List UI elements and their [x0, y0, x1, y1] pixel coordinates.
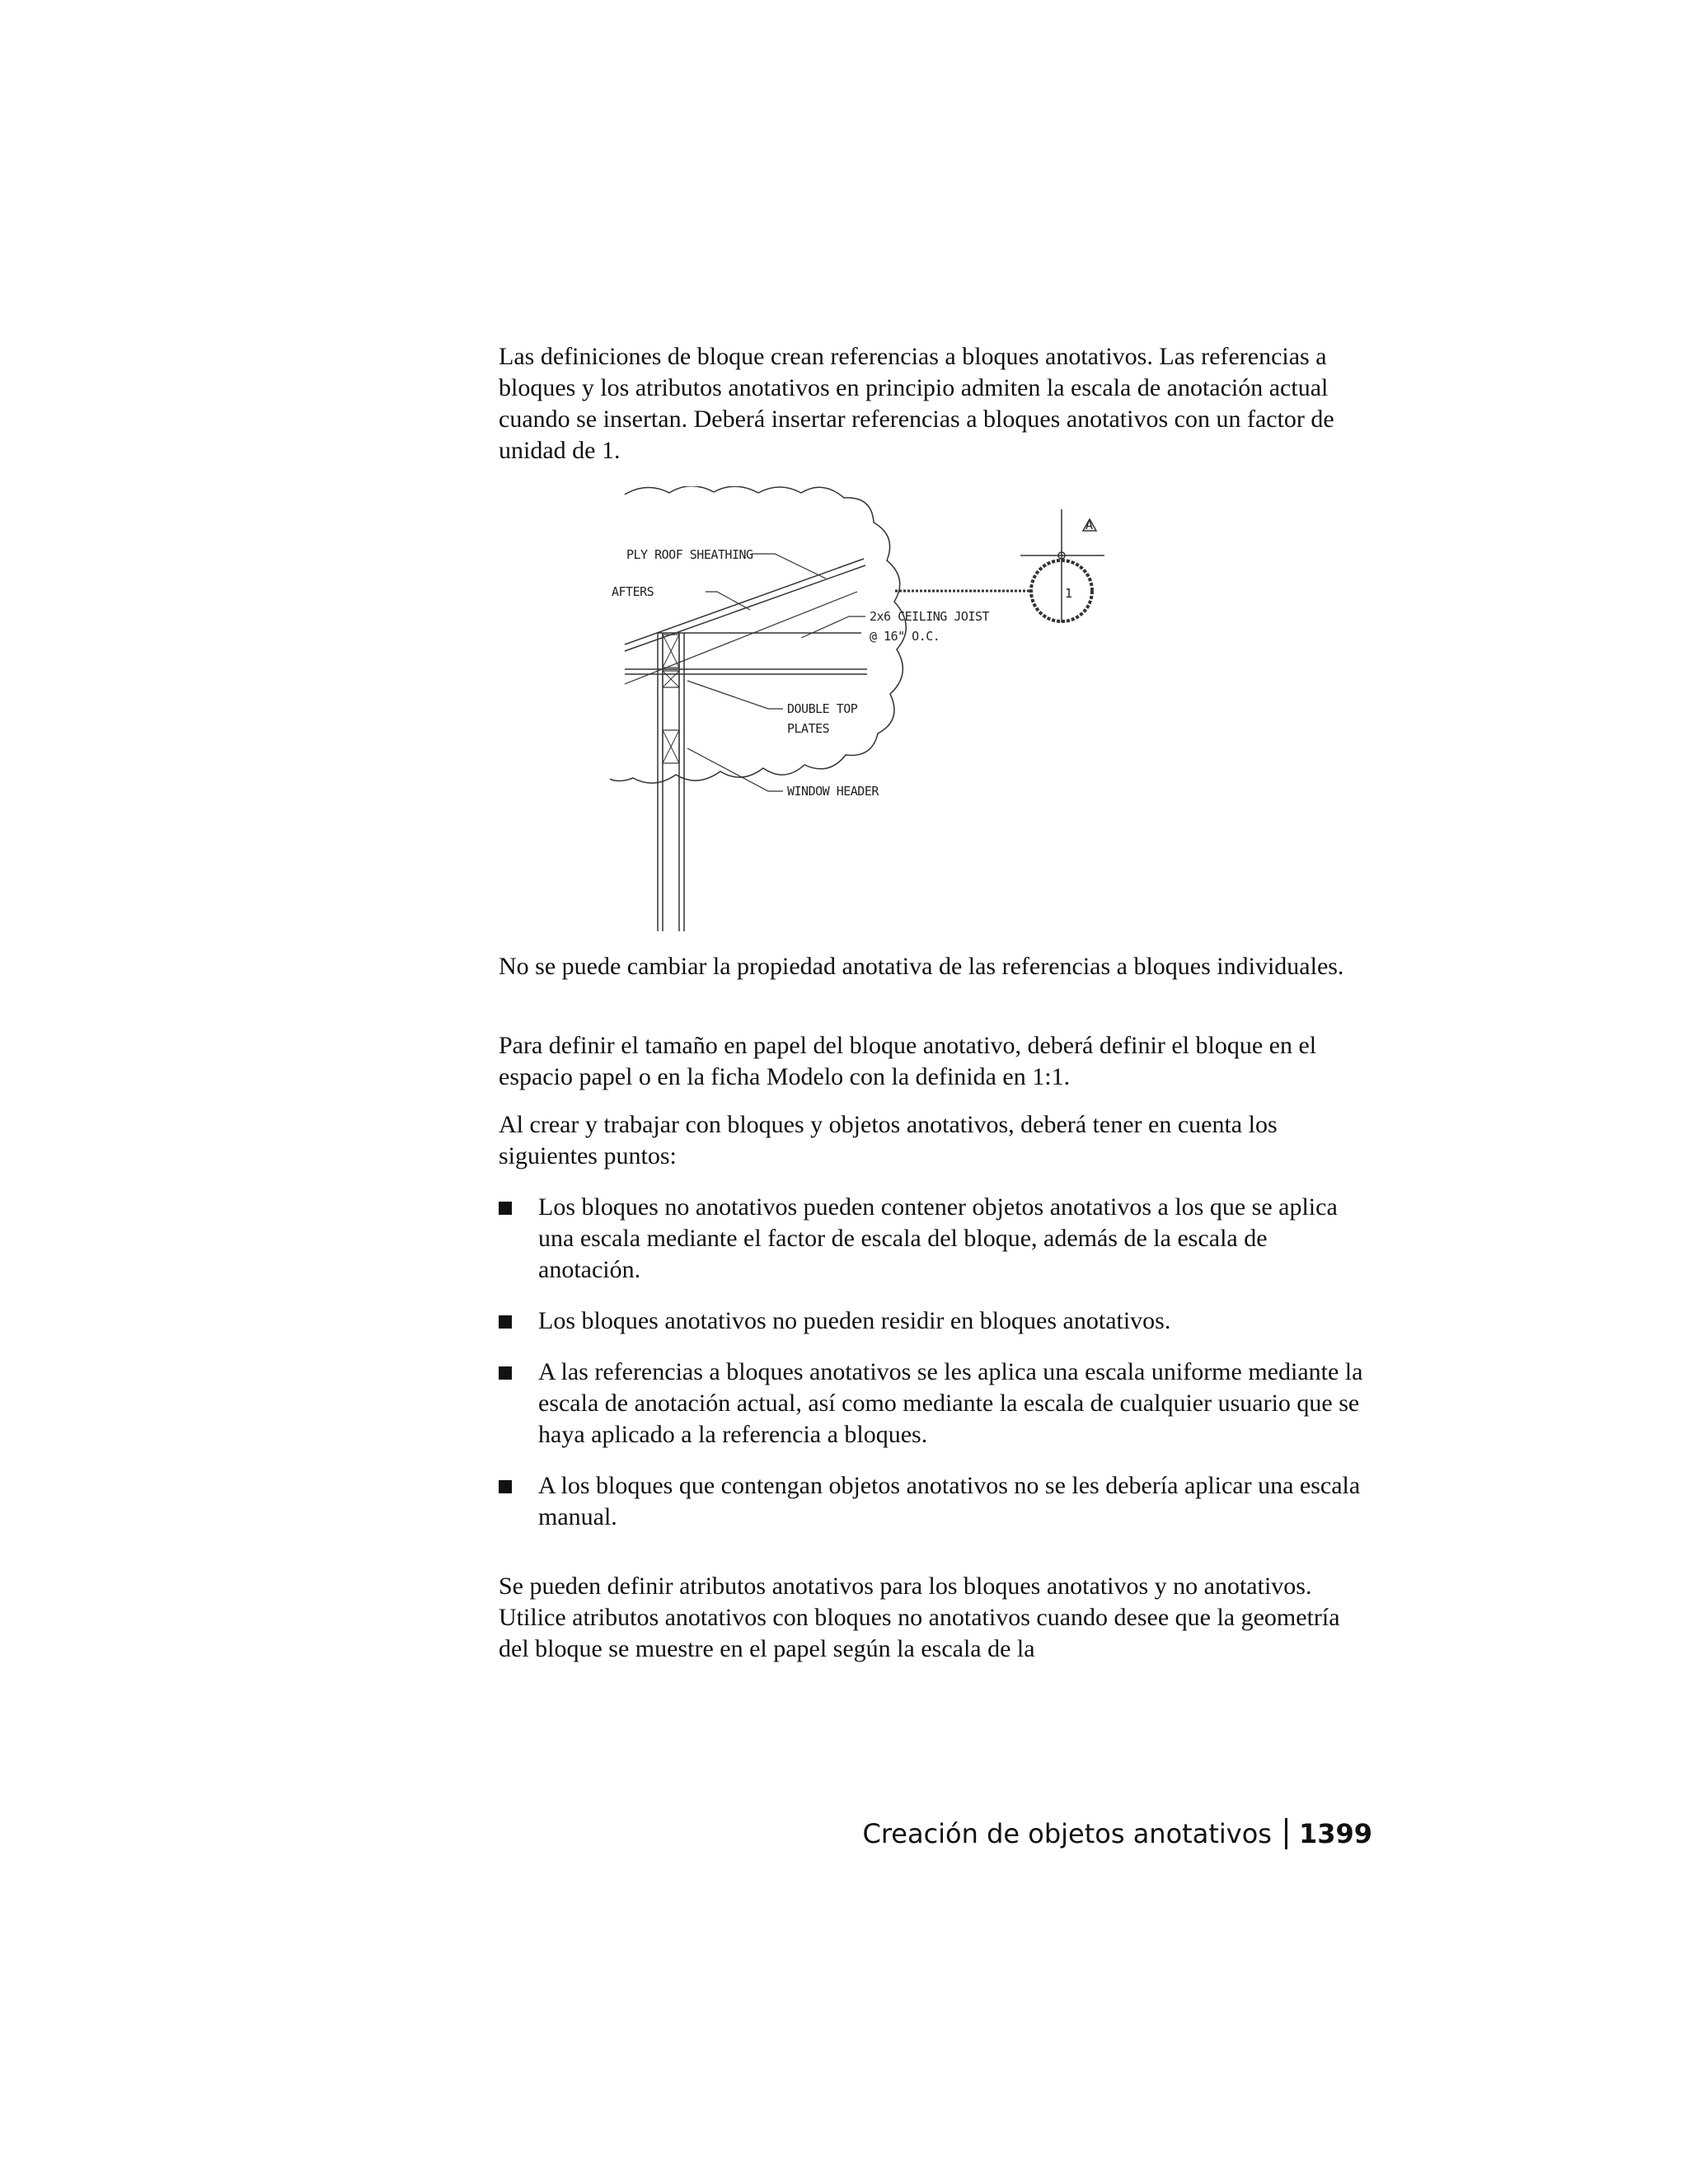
bullet-square-icon [499, 1202, 512, 1215]
bullet-item [499, 1357, 1372, 1451]
bullet-text: Los bloques no anotativos pueden contener objetos anotativos a los que se aplica una escala mediante el factor de escala del bloque, además de la escala de anotación. [538, 1193, 1338, 1283]
page-number: 1399 [1298, 1818, 1372, 1849]
bullet-text: Los bloques anotativos no pueden residir en bloques anotativos. [538, 1307, 1171, 1334]
paragraph-note: No se puede cambiar la propiedad anotativa de las referencias a bloques individuales. [499, 953, 1344, 980]
paragraph-points-intro: Al crear y trabajar con bloques y objetos anotativos, deberá tener en cuenta los siguientes puntos: [499, 1111, 1278, 1169]
footer-title: Creación de objetos anotativos [862, 1818, 1272, 1849]
callout-tag-letter: A [1085, 518, 1093, 532]
bullet-text: A los bloques que contengan objetos anotativos no se les debería aplicar una escala manual. [538, 1472, 1361, 1530]
callout-tag-number: 1 [1065, 586, 1072, 601]
label-plates-line2: PLATES [787, 721, 830, 736]
footer-separator [1285, 1818, 1287, 1849]
revision-cloud-figure [610, 486, 1253, 931]
paragraph-attributes: Se pueden definir atributos anotativos para los bloques anotativos y no anotativos. Utilice atributos anotativos con bloques no anotativos cuando desee que la geometría del bloque se muestre en el papel según la escala de la [499, 1572, 1340, 1662]
label-sheathing: PLY ROOF SHEATHING [626, 547, 753, 562]
bullet-item [499, 1305, 1372, 1337]
label-joist-line2: @ 16" O.C. [870, 629, 940, 644]
bullet-square-icon [499, 1315, 512, 1329]
label-plates-line1: DOUBLE TOP [787, 701, 858, 716]
revision-cloud [610, 486, 906, 783]
paragraph-intro: Las definiciones de bloque crean referencias a bloques anotativos. Las referencias a bloques y los atributos anotativos en principio admiten la escala de anotación actual cuando se insertan. Deberá insertar referencias a bloques anotativos con un factor de unidad de 1. [499, 343, 1334, 464]
label-rafters: AFTERS [612, 584, 654, 599]
page-footer [746, 1818, 1372, 1849]
bullet-item [499, 1470, 1372, 1533]
label-joist-line1: 2x6 CEILING JOIST [870, 609, 990, 624]
bullet-square-icon [499, 1480, 512, 1493]
bullet-item [499, 1192, 1372, 1286]
bullet-text: A las referencias a bloques anotativos se les aplica una escala uniforme mediante la escala de anotación actual, así como mediante la escala de cualquier usuario que se haya aplicado a la referencia a bloques. [538, 1358, 1363, 1448]
paragraph-paper-size: Para definir el tamaño en papel del bloque anotativo, deberá definir el bloque en el espacio papel o en la ficha Modelo con la definida en 1:1. [499, 1032, 1317, 1090]
bullet-list [499, 1192, 1372, 1553]
label-window-header: WINDOW HEADER [787, 784, 879, 799]
bullet-square-icon [499, 1366, 512, 1380]
